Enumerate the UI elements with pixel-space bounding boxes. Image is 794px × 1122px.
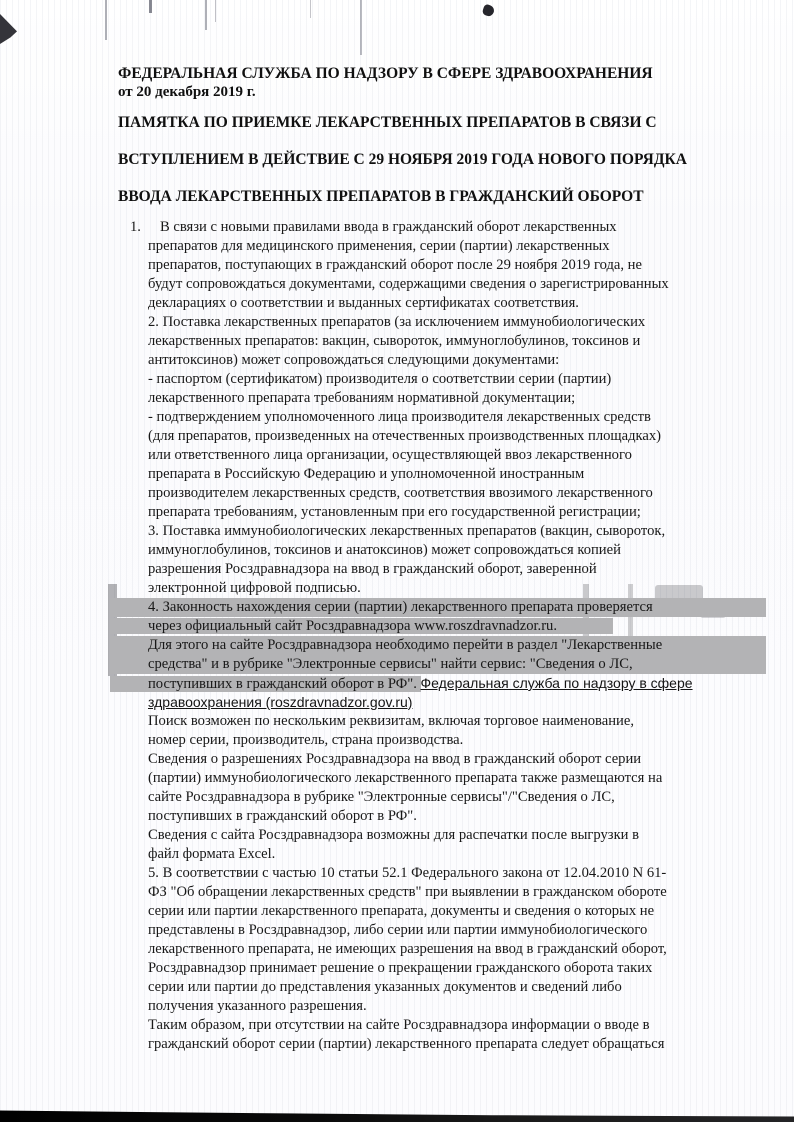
scan-artifact-streak [360,0,362,55]
body-line [148,541,748,560]
document-title [118,113,758,224]
text-run: лекарственных препаратов: вакцин, сывороток, иммуноглобулинов, токсинов и [148,333,641,349]
text-run: получения указанного разрешения. [148,998,367,1014]
text-run: Для этого на сайте Росздравнадзора необходимо перейти в раздел "Лекарственные [148,637,663,653]
text-run: поступивших в гражданский оборот в РФ". [148,808,417,824]
body-line [148,826,748,845]
body-line [130,218,748,237]
scan-artifact-streak [105,0,107,40]
body-line [148,712,748,731]
text-run: препаратов для медицинского применения, серии (партии) лекарственных [148,238,610,254]
text-run: или ответственного лица организации, осуществляющей ввоз лекарственного [148,447,632,463]
title-line: ВСТУПЛЕНИЕМ В ДЕЙСТВИЕ С 29 НОЯБРЯ 2019 ГОДА НОВОГО ПОРЯДКА [118,151,687,168]
hyperlink[interactable]: здравоохранения (roszdravnadzor.gov.ru) [148,694,413,710]
text-run: файл формата Excel. [148,846,276,862]
hyperlink[interactable]: Федеральная служба по надзору в сфере [420,675,693,691]
text-run: антитоксинов) может сопровождаться следующими документами: [148,352,560,368]
text-run: В связи с новыми правилами ввода в гражданский оборот лекарственных [160,219,617,235]
text-run: электронной цифровой подписью. [148,580,361,596]
text-run: поступивших в гражданский оборот в РФ". [110,676,421,692]
body-line [148,465,748,484]
text-run: серии или партии до представления указанных документов и сведений либо [148,979,622,995]
text-run: через официальный сайт Росздравнадзора www.roszdravnadzor.ru. [110,618,613,634]
text-run: Сведения о разрешениях Росздравнадзора на ввод в гражданский оборот серии [148,751,642,767]
body-line [148,617,748,636]
text-run: производителем лекарственных средств, соответствия ввозимого лекарственного [148,485,653,501]
text-run: Сведения с сайта Росздравнадзора возможны для распечатки после выгрузки в [148,827,640,843]
title-line: ПАМЯТКА ПО ПРИЕМКЕ ЛЕКАРСТВЕННЫХ ПРЕПАРАТОВ В СВЯЗИ С [118,114,657,131]
body-line [148,883,748,902]
body-line [148,959,748,978]
list-number: 1. [130,219,141,235]
text-run: иммуноглобулинов, токсинов и анатоксинов) может сопровождаться копией [148,542,621,558]
text-run: сайте Росздравнадзора в рубрике "Электронные сервисы"/"Сведения о ЛС, [148,789,615,805]
text-run: гражданский оборот серии (партии) лекарственного препарата следует обращаться [148,1036,665,1052]
body-line [148,408,748,427]
text-run: - подтверждением уполномоченного лица производителя лекарственных средств [148,409,651,425]
body-line [148,313,748,332]
scan-artifact-ink-blob [482,4,496,18]
text-run: лекарственного препарата требованиям нормативной документации; [148,390,576,406]
body-line [110,636,766,655]
document-date: от 20 декабря 2019 г. [118,84,256,100]
text-run: лекарственного препарата, не имеющих разрешения на ввод в гражданский оборот, [148,941,667,957]
body-line [148,750,748,769]
text-run: номер серии, производитель, страна производства. [148,732,464,748]
text-run: 5. В соответствии с частью 10 статьи 52.1 Федерального закона от 12.04.2010 N 61- [148,865,667,881]
body-line [148,503,748,522]
body-line [148,427,748,446]
text-run: Таким образом, при отсутствии на сайте Росздравнадзора информации о вводе в [148,1017,650,1033]
text-run: ФЗ "Об обращении лекарственных средств" при выявлении в гражданском обороте [148,884,667,900]
body-line [148,294,748,313]
body-line [148,902,748,921]
body-line [148,788,748,807]
body-line [148,446,748,465]
body-line [148,522,748,541]
body-line [148,370,748,389]
body-line [148,845,748,864]
body-line [148,940,748,959]
body-line [148,1035,748,1054]
text-run: - паспортом (сертификатом) производителя о соответствии серии (партии) [148,371,612,387]
body-line [148,693,748,712]
body-line [110,655,766,674]
scan-artifact-corner-wedge [0,14,17,44]
body-line [148,1016,748,1035]
body-line [148,769,748,788]
body-line [148,674,748,693]
text-run: декларациях о соответствии и выданных сертификатах соответствия. [148,295,579,311]
scan-artifact-streak [149,0,152,13]
text-run: Росздравнадзор принимает решение о прекращении гражданского оборота таких [148,960,653,976]
text-run: 2. Поставка лекарственных препаратов (за исключением иммунобиологических [148,314,646,330]
body-line [148,351,748,370]
title-line: ВВОДА ЛЕКАРСТВЕННЫХ ПРЕПАРАТОВ В ГРАЖДАНСКИЙ ОБОРОТ [118,188,644,205]
text-run: (для препаратов, произведенных на отечественных производственных площадках) [148,428,662,444]
body-line [148,256,748,275]
body-line [148,389,748,408]
text-run: препарата в Российскую Федерацию и уполномоченной иностранным [148,466,585,482]
body-line [148,484,748,503]
scan-artifact-streak [310,0,311,18]
text-run: разрешения Росздравнадзора на ввод в гражданский оборот, заверенной [148,561,597,577]
body-line [148,921,748,940]
agency-header: ФЕДЕРАЛЬНАЯ СЛУЖБА ПО НАДЗОРУ В СФЕРЕ ЗДРАВООХРАНЕНИЯ [118,65,653,82]
scan-artifact-streak [215,0,216,22]
text-run: представлены в Росздравнадзор, либо серии или партии иммунобиологического [148,922,648,938]
body-line [148,731,748,750]
body-line [148,807,748,826]
body-lines [130,218,748,1054]
text-run: Поиск возможен по нескольким реквизитам, включая торговое наименование, [148,713,634,729]
body-line [148,332,748,351]
body-line [148,978,748,997]
scan-artifact-bottom-edge [0,1109,794,1122]
text-run: 3. Поставка иммунобиологических лекарственных препаратов (вакцин, сывороток, [148,523,666,539]
body-line [148,560,748,579]
text-run: препарата требованиям, установленным при его государственной регистрации; [148,504,641,520]
text-run: (партии) иммунобиологического лекарственного препарата также размещаются на [148,770,663,786]
scan-artifact-streak [205,0,207,30]
text-run: средства" и в рубрике "Электронные сервисы" найти сервис: "Сведения о ЛС, [148,656,633,672]
body-line [148,997,748,1016]
text-run: серии или партии лекарственного препарата, документы и сведения о которых не [148,903,655,919]
text-run: препаратов, поступающих в гражданский оборот после 29 ноября 2019 года, не [148,257,642,273]
text-run: будут сопровождаться документами, содержащими сведения о зарегистрированных [148,276,669,292]
body-line [148,237,748,256]
body-line [110,598,766,617]
body-line [148,275,748,294]
body-line [148,579,748,598]
body-line [148,864,748,883]
text-run: 4. Законность нахождения серии (партии) лекарственного препарата проверяется [148,599,653,615]
